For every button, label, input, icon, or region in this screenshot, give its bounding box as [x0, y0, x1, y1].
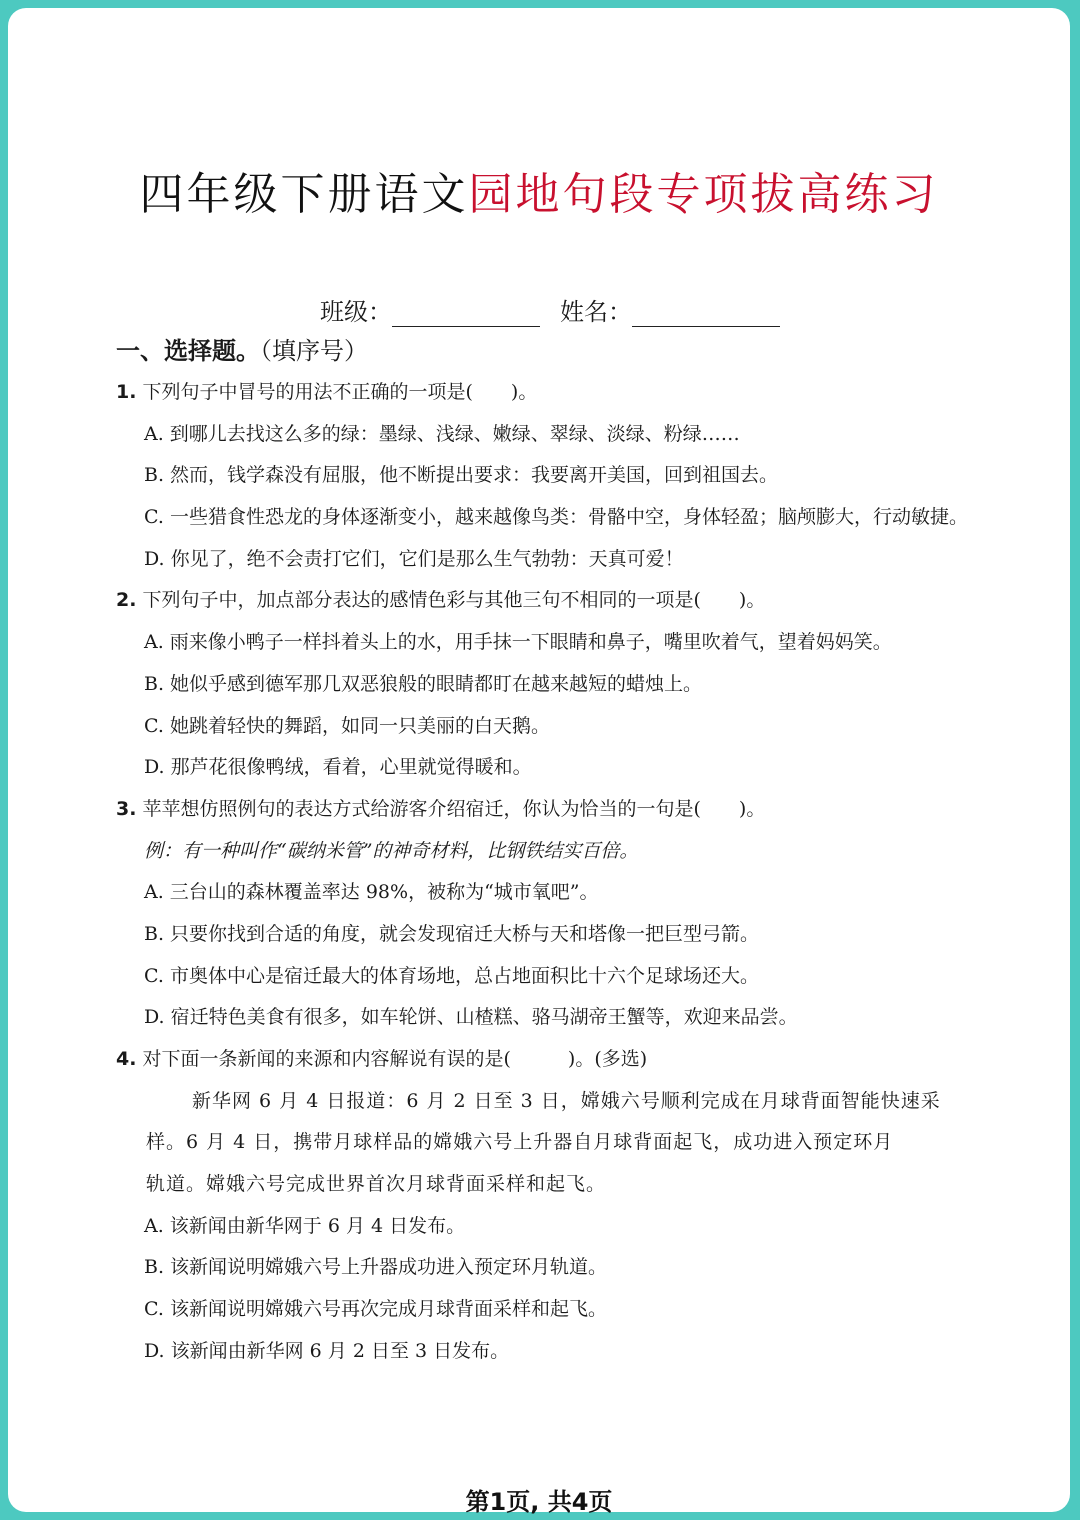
name-blank[interactable]	[632, 304, 780, 327]
question-3-option-d: D. 宿迁特色美食有很多，如车轮饼、山楂糕、骆马湖帝王蟹等，欢迎来品尝。	[144, 1006, 798, 1029]
question-3-option-c: C. 市奥体中心是宿迁最大的体育场地，总占地面积比十六个足球场还大。	[144, 964, 759, 987]
question-3-example: 例：有一种叫作“碳纳米管”的神奇材料，比钢铁结实百倍。	[144, 839, 639, 862]
name-label: 姓名：	[560, 298, 632, 326]
question-1	[116, 372, 1016, 414]
question-4-option-c: C. 该新闻说明嫦娥六号再次完成月球背面采样和起飞。	[144, 1298, 607, 1321]
question-text: 下列句子中，加点部分表达的感情色彩与其他三句不相同的一项是( )。	[142, 589, 766, 612]
student-info-line	[320, 292, 800, 327]
worksheet-content	[116, 330, 1016, 1373]
news-passage-line: 新华网 6 月 4 日报道：6 月 2 日至 3 日，嫦娥六号顺利完成在月球背面智能快速采	[192, 1089, 941, 1112]
question-2-option-d: D. 那芦花很像鸭绒，看着，心里就觉得暖和。	[144, 756, 532, 779]
section-heading-note: （填序号）	[260, 337, 368, 365]
worksheet-page	[8, 8, 1070, 1516]
question-4-option-b: B. 该新闻说明嫦娥六号上升器成功进入预定环月轨道。	[144, 1256, 608, 1279]
class-label: 班级：	[320, 298, 392, 326]
question-1-option-d: D. 你见了，绝不会责打它们，它们是那么生气勃勃：天真可爱！	[144, 547, 684, 570]
question-1-option-b: B. 然而，钱学森没有屈服，他不断提出要求：我要离开美国，回到祖国去。	[144, 464, 779, 487]
question-4-option-d: D. 该新闻由新华网 6 月 2 日至 3 日发布。	[144, 1339, 510, 1362]
page-footer: 第1页, 共4页	[465, 1488, 613, 1516]
question-3-option-a: A. 三台山的森林覆盖率达 98%，被称为“城市氧吧”。	[144, 881, 599, 904]
question-3-option-b: B. 只要你找到合适的角度，就会发现宿迁大桥与天和塔像一把巨型弓箭。	[144, 922, 760, 945]
question-text: 对下面一条新闻的来源和内容解说有误的是( )。(多选)	[142, 1048, 648, 1070]
question-3	[116, 789, 1016, 831]
question-2-option-a: A. 雨来像小鸭子一样抖着头上的水，用手抹一下眼睛和鼻子，嘴里吹着气，望着妈妈笑。	[144, 631, 892, 654]
section-heading-title: 一、选择题。	[116, 337, 260, 365]
class-blank[interactable]	[392, 304, 540, 327]
question-number: 2.	[116, 589, 137, 612]
question-4-option-a: A. 该新闻由新华网于 6 月 4 日发布。	[144, 1214, 466, 1237]
question-number: 4.	[116, 1048, 137, 1070]
question-2-option-c: C. 她跳着轻快的舞蹈，如同一只美丽的白天鹅。	[144, 714, 550, 737]
title-part-red: 园地句段专项拔高练习	[468, 169, 939, 220]
news-passage-line: 轨道。嫦娥六号完成世界首次月球背面采样和起飞。	[146, 1173, 607, 1196]
question-number: 1.	[116, 381, 137, 403]
section-heading	[116, 330, 1016, 372]
news-passage-line: 样。6 月 4 日，携带月球样品的嫦娥六号上升器自月球背面起飞，成功进入预定环月	[146, 1131, 894, 1154]
question-4	[116, 1039, 1016, 1081]
question-2	[116, 580, 1016, 622]
question-text: 下列句子中冒号的用法不正确的一项是( )。	[142, 381, 538, 403]
question-number: 3.	[116, 797, 137, 820]
page-title	[8, 158, 1070, 222]
question-1-option-c: C. 一些猎食性恐龙的身体逐渐变小，越来越像鸟类：骨骼中空，身体轻盈；脑颅膨大，行动敏捷。	[144, 506, 968, 529]
question-text: 苹苹想仿照例句的表达方式给游客介绍宿迁，你认为恰当的一句是( )。	[142, 797, 766, 820]
question-2-option-b: B. 她似乎感到德军那几双恶狼般的眼睛都盯在越来越短的蜡烛上。	[144, 672, 703, 695]
question-1-option-a: A. 到哪儿去找这么多的绿：墨绿、浅绿、嫩绿、翠绿、淡绿、粉绿……	[144, 422, 740, 445]
title-part-black: 四年级下册语文	[139, 169, 469, 220]
